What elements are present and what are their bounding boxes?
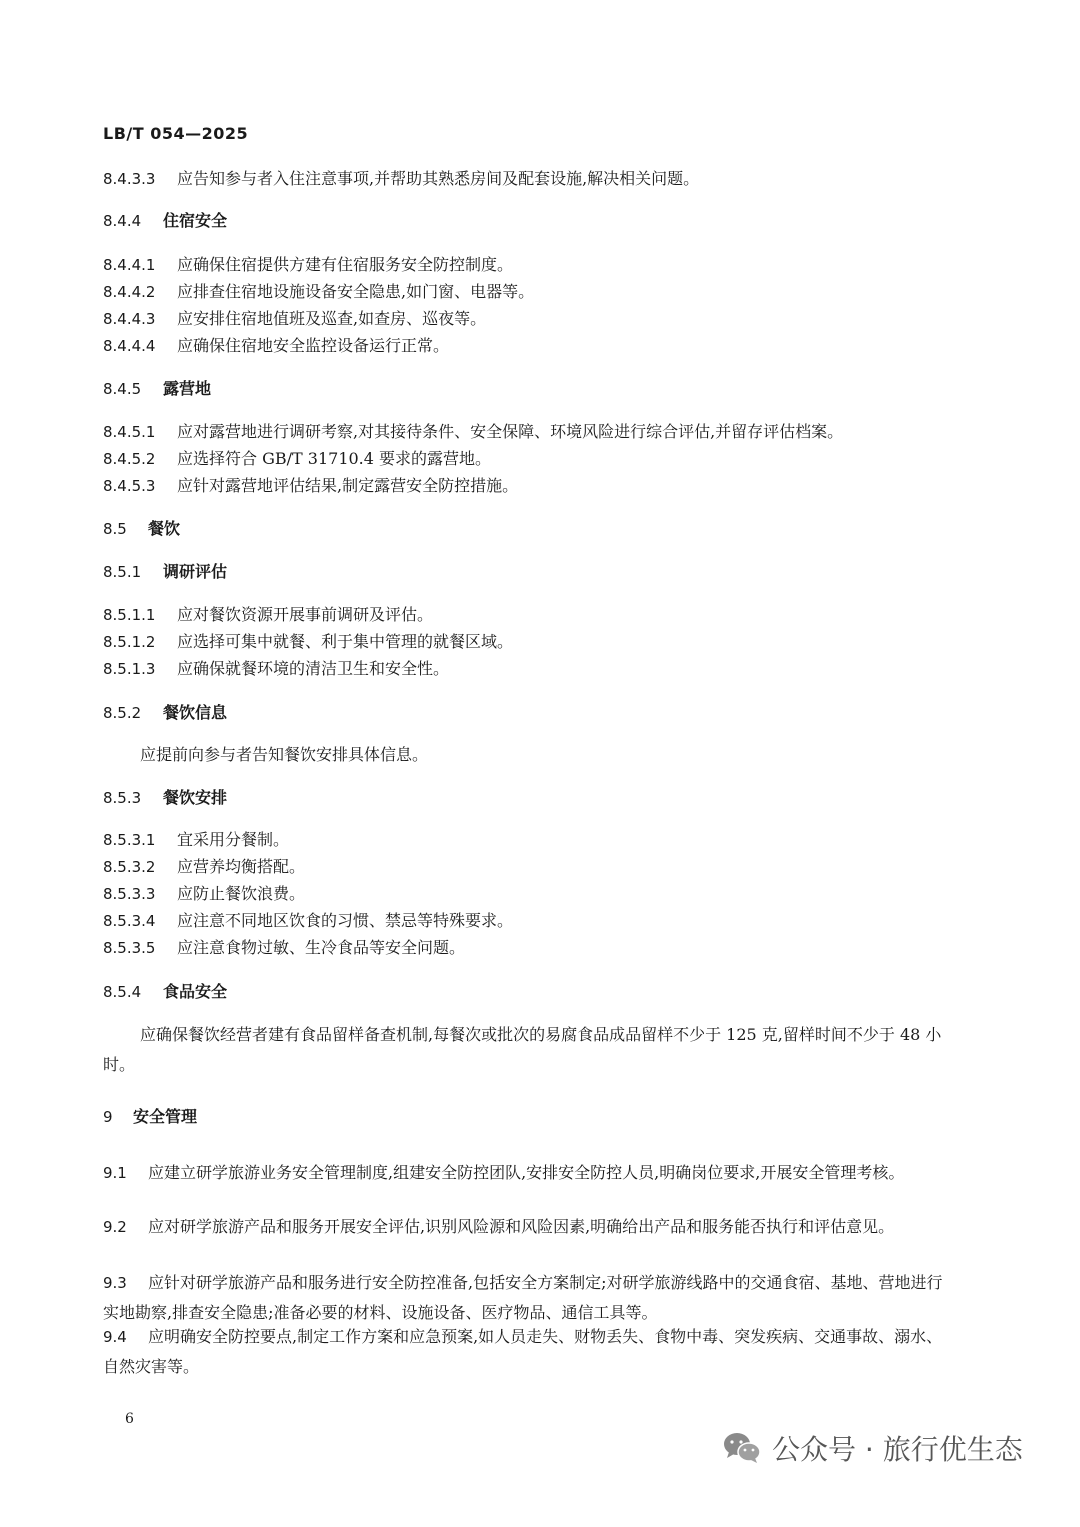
clause-8-5-3-3 <box>103 883 305 905</box>
clause-number: 8.5.3.5 <box>103 939 156 957</box>
clause-9-2 <box>103 1212 953 1242</box>
heading-text: 餐饮安排 <box>163 788 228 807</box>
clause-text: 应明确安全防控要点,制定工作方案和应急预案,如人员走失、财物丢失、食物中毒、突发疾病、交通事故、溺水、自然灾害等。 <box>103 1327 943 1376</box>
heading-8-5-4 <box>103 981 227 1003</box>
clause-text: 应防止餐饮浪费。 <box>177 884 306 903</box>
clause-9-4 <box>103 1322 953 1382</box>
clause-8-4-5-3 <box>103 475 518 497</box>
heading-text: 餐饮 <box>148 519 181 538</box>
clause-text: 应注意食物过敏、生冷食品等安全问题。 <box>177 938 466 957</box>
clause-8-4-4-2 <box>103 281 534 303</box>
clause-text: 应安排住宿地值班及巡查,如查房、巡夜等。 <box>177 309 487 328</box>
clause-8-5-3-4 <box>103 910 513 932</box>
clause-number: 8.4.5.1 <box>103 423 156 441</box>
paragraph-text: 应提前向参与者告知餐饮安排具体信息。 <box>140 745 429 764</box>
clause-number: 8.4.3.3 <box>103 170 156 188</box>
heading-number: 8.5.2 <box>103 704 142 722</box>
clause-text: 应确保住宿地安全监控设备运行正常。 <box>177 336 450 355</box>
heading-number: 8.4.5 <box>103 380 142 398</box>
clause-number: 9.4 <box>103 1328 127 1346</box>
heading-text: 住宿安全 <box>163 211 228 230</box>
heading-number: 8.5 <box>103 520 127 538</box>
clause-number: 8.4.4.1 <box>103 256 156 274</box>
heading-text: 露营地 <box>163 379 212 398</box>
clause-number: 8.5.1.1 <box>103 606 156 624</box>
heading-number: 8.5.4 <box>103 983 142 1001</box>
clause-number: 8.4.4.4 <box>103 337 156 355</box>
clause-text: 应针对研学旅游产品和服务进行安全防控准备,包括安全方案制定;对研学旅游线路中的交通食宿、基地、营地进行实地勘察,排查安全隐患;准备必要的材料、设施设备、医疗物品、通信工具等。 <box>103 1273 943 1322</box>
clause-number: 8.4.5.3 <box>103 477 156 495</box>
clause-number: 8.4.4.2 <box>103 283 156 301</box>
clause-number: 8.5.1.2 <box>103 633 156 651</box>
clause-8-4-5-2 <box>103 448 491 470</box>
clause-text: 应对餐饮资源开展事前调研及评估。 <box>177 605 434 624</box>
heading-8-5-1 <box>103 561 227 583</box>
heading-number: 9 <box>103 1108 113 1126</box>
clause-text: 应对研学旅游产品和服务开展安全评估,识别风险源和风险因素,明确给出产品和服务能否执行和评估意见。 <box>148 1217 895 1236</box>
clause-text: 应建立研学旅游业务安全管理制度,组建安全防控团队,安排安全防控人员,明确岗位要求,开展安全管理考核。 <box>148 1163 905 1182</box>
clause-number: 8.4.4.3 <box>103 310 156 328</box>
heading-8-4-4 <box>103 210 227 232</box>
heading-8-5 <box>103 518 180 540</box>
clause-8-5-1-1 <box>103 604 433 626</box>
paragraph-8-5-4 <box>103 1020 953 1080</box>
document-code: LB/T 054—2025 <box>103 124 249 143</box>
heading-text: 调研评估 <box>163 562 228 581</box>
clause-text: 应告知参与者入住注意事项,并帮助其熟悉房间及配套设施,解决相关问题。 <box>177 169 700 188</box>
clause-text: 应确保就餐环境的清洁卫生和安全性。 <box>177 659 450 678</box>
clause-text: 应注意不同地区饮食的习惯、禁忌等特殊要求。 <box>177 911 514 930</box>
clause-8-4-3-3 <box>103 168 699 190</box>
clause-number: 9.3 <box>103 1274 127 1292</box>
clause-number: 8.5.3.2 <box>103 858 156 876</box>
clause-8-4-5-1 <box>103 421 843 443</box>
clause-text: 宜采用分餐制。 <box>177 830 290 849</box>
heading-text: 餐饮信息 <box>163 703 228 722</box>
heading-number: 8.5.1 <box>103 563 142 581</box>
heading-8-5-3 <box>103 787 227 809</box>
clause-number: 9.1 <box>103 1164 127 1182</box>
heading-text: 食品安全 <box>163 982 228 1001</box>
clause-8-5-3-1 <box>103 829 289 851</box>
watermark-text: 公众号 · 旅行优生态 <box>772 1433 1023 1466</box>
heading-text: 安全管理 <box>133 1107 198 1126</box>
clause-8-5-3-5 <box>103 937 465 959</box>
clause-8-5-3-2 <box>103 856 305 878</box>
clause-8-5-1-2 <box>103 631 513 653</box>
clause-text: 应针对露营地评估结果,制定露营安全防控措施。 <box>177 476 519 495</box>
clause-8-5-1-3 <box>103 658 449 680</box>
paragraph-text: 应确保餐饮经营者建有食品留样备查机制,每餐次或批次的易腐食品成品留样不少于 125 克,留样时间不少于 48 小时。 <box>103 1025 942 1074</box>
clause-number: 8.5.3.4 <box>103 912 156 930</box>
clause-number: 8.4.5.2 <box>103 450 156 468</box>
clause-9-3 <box>103 1268 953 1328</box>
clause-text: 应营养均衡搭配。 <box>177 857 306 876</box>
clause-9-1 <box>103 1158 953 1188</box>
clause-text: 应对露营地进行调研考察,对其接待条件、安全保障、环境风险进行综合评估,并留存评估档案。 <box>177 422 844 441</box>
heading-number: 8.4.4 <box>103 212 142 230</box>
clause-text: 应确保住宿提供方建有住宿服务安全防控制度。 <box>177 255 514 274</box>
heading-8-5-2 <box>103 702 227 724</box>
watermark <box>722 1428 1023 1468</box>
clause-8-4-4-4 <box>103 335 449 357</box>
clause-text: 应选择符合 GB/T 31710.4 要求的露营地。 <box>177 449 492 468</box>
clause-8-4-4-3 <box>103 308 486 330</box>
clause-text: 应选择可集中就餐、利于集中管理的就餐区域。 <box>177 632 514 651</box>
heading-8-4-5 <box>103 378 211 400</box>
clause-number: 9.2 <box>103 1218 127 1236</box>
paragraph-8-5-2 <box>140 744 428 766</box>
page-number: 6 <box>125 1411 134 1427</box>
clause-number: 8.5.3.3 <box>103 885 156 903</box>
clause-number: 8.5.1.3 <box>103 660 156 678</box>
heading-9 <box>103 1106 197 1128</box>
clause-8-4-4-1 <box>103 254 513 276</box>
wechat-icon <box>722 1431 762 1465</box>
clause-number: 8.5.3.1 <box>103 831 156 849</box>
heading-number: 8.5.3 <box>103 789 142 807</box>
clause-text: 应排查住宿地设施设备安全隐患,如门窗、电器等。 <box>177 282 535 301</box>
